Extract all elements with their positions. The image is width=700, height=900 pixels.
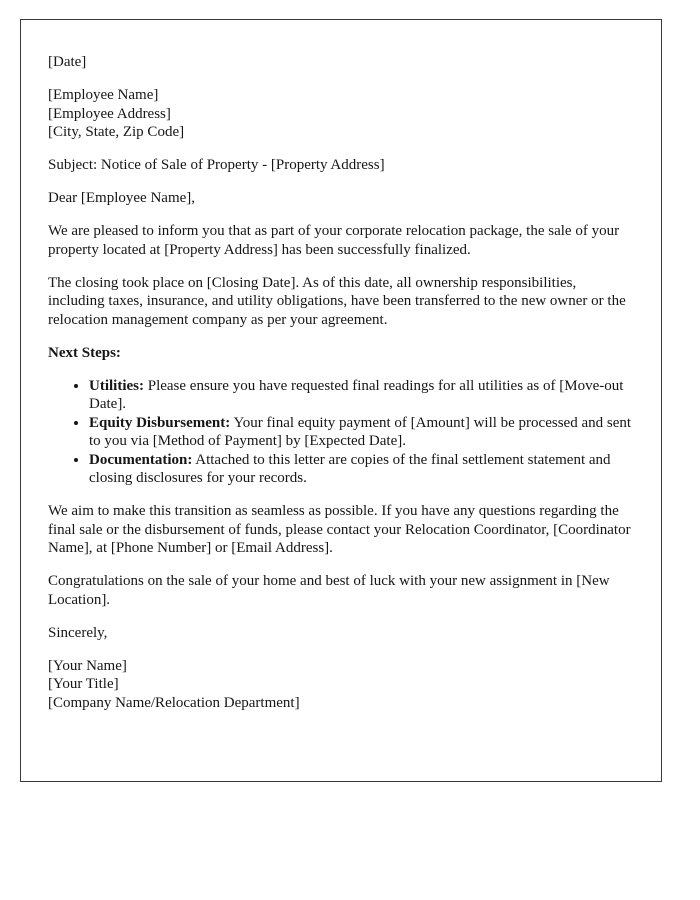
letter-document [20,19,662,782]
signature-title: [Your Title] [48,676,119,692]
paragraph-contact-info: We aim to make this transition as seamless as possible. If you have any questions regarding the final sale or the disbursement of funds, please contact your Relocation Coordinator, [Coordinator Name], at [Phone Number] or [Email Address]. [48,503,631,556]
bullet-label: Equity Disbursement: [89,414,231,431]
next-steps-heading: Next Steps: [48,344,121,361]
signature-company: [Company Name/Relocation Department] [48,694,300,711]
next-steps-list [48,377,633,488]
bullet-label: Documentation: [89,451,193,468]
date-line: [Date] [48,54,87,70]
bullet-text: Your final equity payment of [Amount] will be processed and sent to you via [Method of Payment] by [Expected Date]. [89,414,632,449]
paragraph-congratulations: Congratulations on the sale of your home and best of luck with your new assignment in [New Location]. [48,573,610,608]
signature-name: [Your Name] [48,657,127,674]
signoff: Sincerely, [48,624,108,641]
salutation: Dear [Employee Name], [48,190,196,206]
signature-block [48,657,633,713]
bullet-label: Utilities: [89,377,144,394]
recipient-city-state-zip: [City, State, Zip Code] [48,124,185,140]
recipient-name: [Employee Name] [48,87,159,103]
recipient-block [48,86,633,142]
subject-line: Subject: Notice of Sale of Property - [Property Address] [48,157,385,173]
paragraph-closing-details: The closing took place on [Closing Date]. As of this date, all ownership responsibilities, including taxes, insurance, and utility obligations, have been transferred to the new owner or the relocation management company as per your agreement. [48,274,626,328]
bullet-text: Attached to this letter are copies of the final settlement statement and closing disclosures for your records. [89,451,611,486]
bullet-text: Please ensure you have requested final readings for all utilities as of [Move-out Date]. [89,377,624,412]
paragraph-sale-finalized: We are pleased to inform you that as part of your corporate relocation package, the sale of your property located at [Property Address] has been successfully finalized. [48,223,620,258]
recipient-address: [Employee Address] [48,105,171,122]
list-item-documentation [89,451,633,488]
list-item-equity-disbursement [89,414,633,451]
list-item-utilities [89,377,633,414]
